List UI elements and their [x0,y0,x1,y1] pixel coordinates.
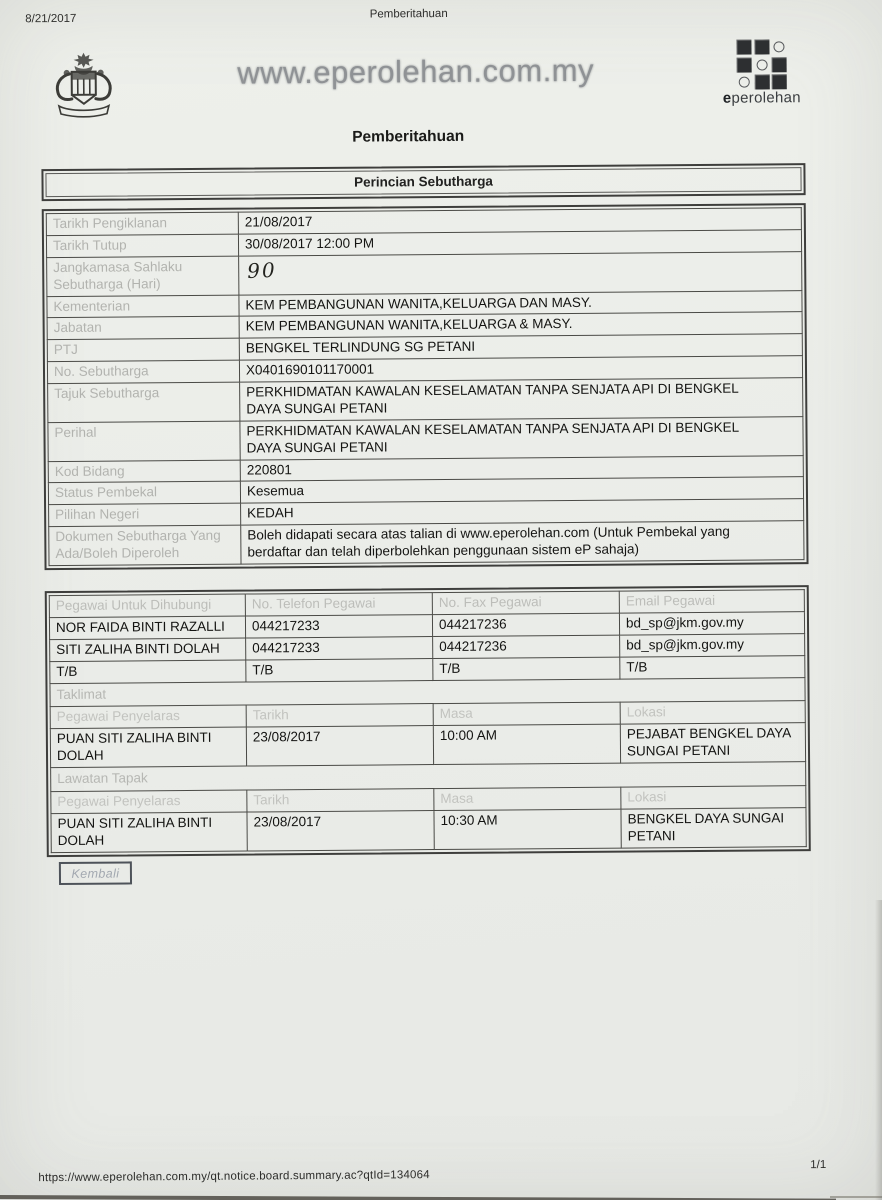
detail-value-cell: KEM PEMBANGUNAN WANITA,KELUARGA & MASY. [239,312,802,338]
column-header-cell: Tarikh [246,704,433,727]
detail-value-cell: KEM PEMBANGUNAN WANITA,KELUARGA DAN MASY. [239,290,802,316]
contact-cell: T/B [433,657,620,680]
grid-cell [754,74,769,89]
taklimat-cell: PUAN SITI ZALIHA BINTI DOLAH [50,727,246,767]
contact-cell: bd_sp@jkm.gov.my [619,612,804,635]
detail-value-cell: 30/08/2017 12:00 PM [238,230,801,256]
column-header-cell: No. Fax Pegawai [432,591,619,614]
grid-cell [736,40,751,55]
grid-cell [772,57,787,72]
detail-label-cell: Kod Bidang [48,460,240,483]
masthead-site-url: www.eperolehan.com.my [237,52,595,91]
detail-value-cell: X0401690101170001 [239,356,802,382]
column-header-cell: Pegawai Penyelaras [50,705,246,728]
scan-right-shade [875,900,882,1200]
kembali-back-button[interactable]: Kembali [59,861,132,885]
detail-value-cell [241,521,804,564]
taklimat-cell: PEJABAT BENGKEL DAYA SUNGAI PETANI [620,723,805,763]
column-header-cell: Tarikh [247,788,434,811]
lawatan-tapak-cell: PUAN SITI ZALIHA BINTI DOLAH [51,812,247,852]
detail-label-cell: Kementerian [47,295,239,318]
detail-value-text: Boleh didapati secara atas talian di www.eperolehan.com (Untuk Pembekal yang berdaftar dan telah diperbolehkan penggunaan sistem eP sahaja) [247,523,730,560]
contact-cell: 044217236 [432,613,619,636]
column-header-cell: Lokasi [620,701,805,724]
detail-value-cell [239,251,802,294]
detail-value-cell: KEDAH [241,499,804,525]
detail-label-cell: Tarikh Pengiklanan [46,212,238,235]
detail-value-cell: Kesemua [240,477,803,503]
grid-cell [772,74,787,89]
detail-value-text: PERKHIDMATAN KAWALAN KESELAMATAN TANPA SENJATA API DI BENGKEL DAYA SUNGAI PETANI [246,419,739,456]
detail-label-cell: Jangkamasa Sahlaku Sebutharga (Hari) [47,256,239,296]
detail-row [48,416,803,461]
taklimat-cell: 10:00 AM [433,724,620,764]
detail-row [48,378,803,423]
contact-cell: NOR FAIDA BINTI RAZALLI [49,616,245,639]
detail-label-cell: Perihal [48,421,240,461]
taklimat-cell: 23/08/2017 [246,726,433,766]
section-title-box [41,163,805,201]
contact-cell: T/B [50,660,246,683]
details-table [46,207,805,566]
grid-cell-circle [771,39,786,54]
detail-value-text: PERKHIDMATAN KAWALAN KESELAMATAN TANPA SENJATA API DI BENGKEL DAYA SUNGAI PETANI [246,380,739,417]
column-header-cell: Lokasi [621,786,806,809]
contact-cell: T/B [620,655,805,678]
detail-row [49,521,804,566]
taklimat-row [50,723,805,768]
lawatan-tapak-row [51,807,806,852]
detail-label-cell: Dokumen Sebutharga Yang Ada/Boleh Diperoleh [49,525,241,565]
lawatan-tapak-cell: BENGKEL DAYA SUNGAI PETANI [621,807,806,847]
print-footer-page-number: 1/1 [810,1158,827,1172]
detail-value-cell: 21/08/2017 [238,208,801,234]
column-header-cell: Masa [434,787,621,810]
detail-value-cell [240,378,803,421]
column-header-cell: Pegawai Penyelaras [51,790,247,813]
detail-label-cell: Pilihan Negeri [49,503,241,526]
detail-row [47,251,802,296]
section-label-cell: Taklimat [50,677,805,707]
contact-cell: 044217233 [246,636,433,659]
print-header-date: 8/21/2017 [25,12,77,26]
print-footer-url: https://www.eperolehan.com.my/qt.notice.board.summary.ac?qtId=134064 [38,1169,430,1185]
detail-label-cell: Tajuk Sebutharga [48,382,240,422]
detail-label-cell: No. Sebutharga [47,360,239,383]
section-label-cell: Lawatan Tapak [51,762,806,792]
malaysia-coat-of-arms-icon [45,49,122,132]
lawatan-tapak-cell: 10:30 AM [434,809,621,849]
contact-cell: bd_sp@jkm.gov.my [620,633,805,656]
detail-label-cell: Status Pembekal [48,481,240,504]
detail-label-cell: Jabatan [47,316,239,339]
column-header-cell: Masa [433,702,620,725]
handwritten-value: 90 [246,257,278,283]
detail-value-cell: BENGKEL TERLINDUNG SG PETANI [239,334,802,360]
details-table-wrap [42,203,809,570]
contact-cell: SITI ZALIHA BINTI DOLAH [50,638,246,661]
eperolehan-grid-icon [736,39,786,89]
column-header-cell: No. Telefon Pegawai [245,593,432,616]
grid-cell-circle [754,57,769,72]
page-title: Pemberitahuan [352,127,465,146]
detail-value-cell [240,416,803,459]
grid-cell [737,57,752,72]
contact-cell: 044217233 [245,614,432,637]
wordmark-e: e [722,89,732,107]
contact-cell: T/B [246,658,433,681]
column-header-cell: Pegawai Untuk Dihubungi [49,594,245,617]
detail-label-cell: Tarikh Tutup [46,234,238,257]
eperolehan-logo [707,39,816,108]
eperolehan-wordmark [723,89,801,107]
column-header-cell: Email Pegawai [619,590,804,613]
detail-value-cell: 220801 [240,455,803,481]
contacts-table [49,589,807,852]
grid-cell [754,39,769,54]
grid-cell-circle [737,75,752,90]
lawatan-tapak-cell: 23/08/2017 [247,810,434,850]
detail-label-cell: PTJ [47,338,239,361]
contact-cell: 044217236 [433,635,620,658]
wordmark-rest: perolehan [731,89,801,107]
contacts-table-wrap [45,585,811,856]
section-title: Perincian Sebutharga [45,167,801,197]
print-header-title: Pemberitahuan [369,7,448,21]
